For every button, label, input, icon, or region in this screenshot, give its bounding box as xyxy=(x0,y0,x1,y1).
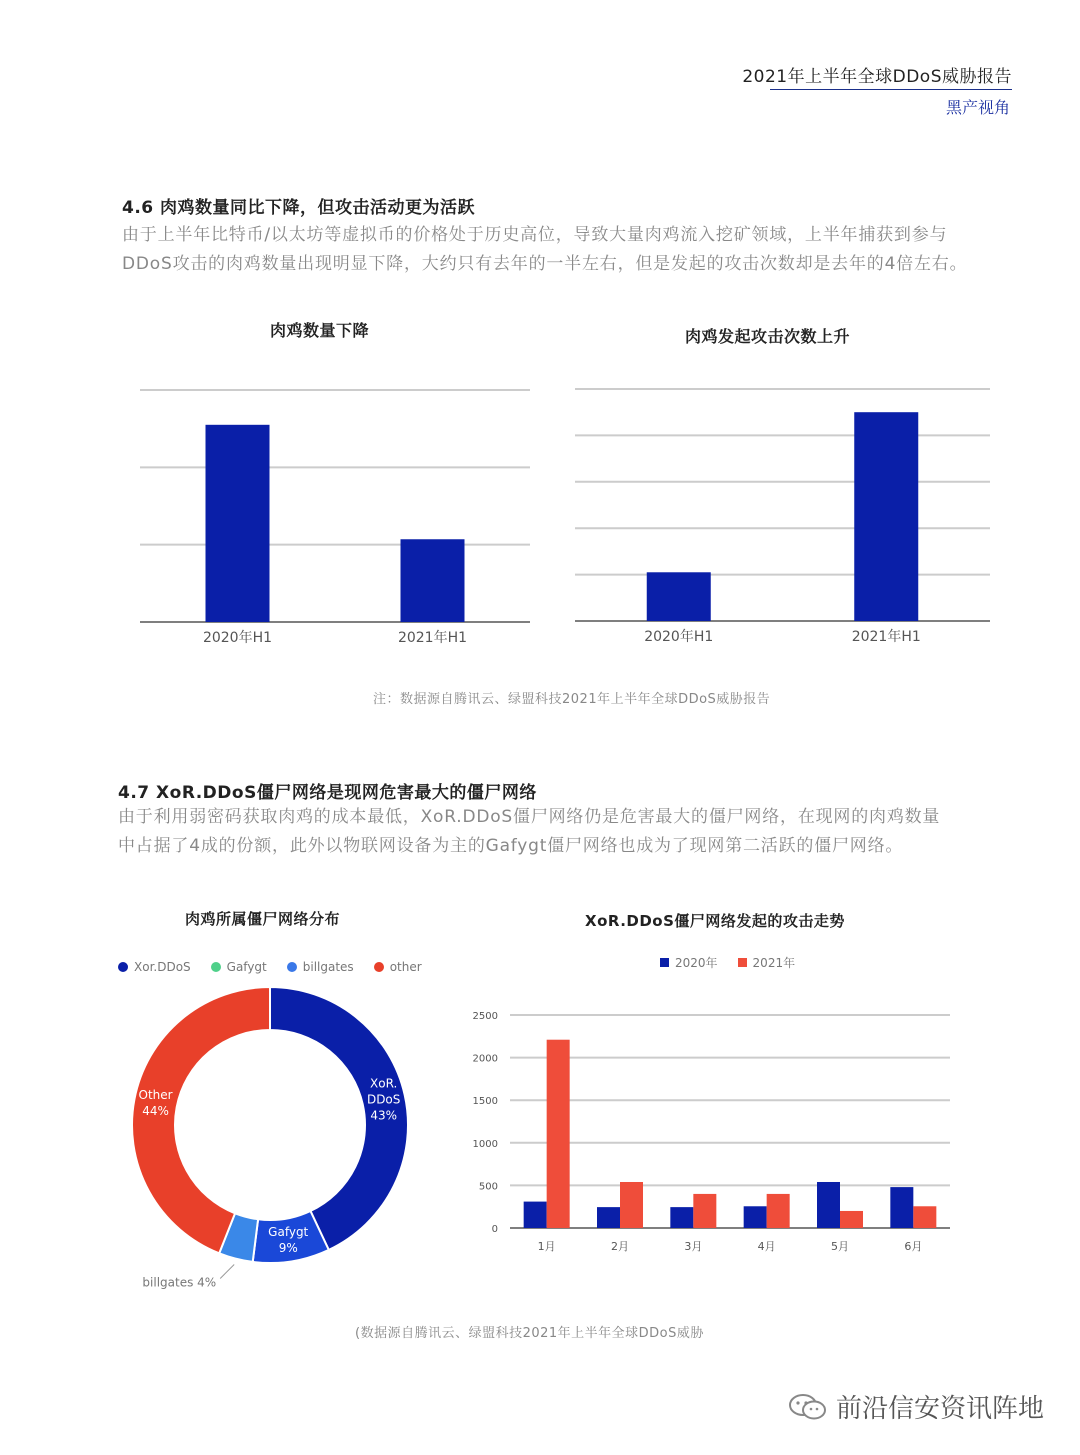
y-tick-label: 2500 xyxy=(472,1011,498,1022)
x-tick-label: 2021年H1 xyxy=(851,629,921,645)
report-title: 2021年上半年全球DDoS威胁报告 xyxy=(742,67,1012,87)
legend-item xyxy=(374,960,422,974)
bar xyxy=(206,425,270,622)
wechat-watermark xyxy=(788,1388,1044,1425)
section-4-6-paragraph xyxy=(122,221,1002,279)
chart3-title: 肉鸡所属僵尸网络分布 xyxy=(185,910,341,928)
y-tick-label: 2000 xyxy=(472,1053,498,1065)
bar xyxy=(524,1202,547,1228)
legend-swatch xyxy=(660,958,669,967)
chart2-attack-count xyxy=(565,370,1000,665)
report-subtitle: 黑产视角 xyxy=(945,98,1010,117)
legend-item xyxy=(287,960,354,974)
bar xyxy=(767,1194,790,1228)
y-tick-label: 1000 xyxy=(472,1138,498,1150)
y-tick-label: 500 xyxy=(478,1181,498,1193)
legend-item xyxy=(738,954,796,971)
y-tick-label: 1500 xyxy=(472,1096,498,1108)
section-4-7-title: 4.7 XoR.DDoS僵尸网络是现网危害最大的僵尸网络 xyxy=(118,783,537,803)
y-tick-label: 0 xyxy=(491,1224,498,1235)
header-divider xyxy=(770,89,1012,90)
legend-swatch xyxy=(738,958,747,967)
chart2-title: 肉鸡发起攻击次数上升 xyxy=(685,327,851,346)
section-4-7-paragraph xyxy=(118,803,998,861)
x-tick-label: 6月 xyxy=(904,1240,923,1253)
legend-label: 2021年 xyxy=(752,956,796,970)
x-tick-label: 4月 xyxy=(757,1240,776,1253)
bar xyxy=(401,539,465,622)
chart3-legend xyxy=(118,960,442,974)
legend-label: 2020年 xyxy=(675,956,718,970)
bar xyxy=(693,1194,716,1228)
slice-label: Other 44% xyxy=(138,1088,173,1119)
legend-swatch xyxy=(211,962,221,972)
section-4-6-title: 4.6 肉鸡数量同比下降，但攻击活动更为活跃 xyxy=(122,198,476,218)
bar xyxy=(744,1206,767,1228)
legend-label: billgates xyxy=(302,960,354,974)
donut-slice xyxy=(132,987,270,1253)
bar xyxy=(854,412,918,621)
legend-swatch xyxy=(118,962,128,972)
paragraph-line: 由于上半年比特币/以太坊等虚拟币的价格处于历史高位，导致大量肉鸡流入挖矿领域，上半年捕获到参与 xyxy=(122,225,948,245)
paragraph-line: 由于利用弱密码获取肉鸡的成本最低，XoR.DDoS僵尸网络仍是危害最大的僵尸网络，在现网的肉鸡数量 xyxy=(118,807,941,827)
paragraph-line: 中占据了4成的份额，此外以物联网设备为主的Gafygt僵尸网络也成为了现网第二活跃的僵尸网络。 xyxy=(118,836,904,856)
bar xyxy=(840,1211,863,1228)
watermark-text: 前沿信安资讯阵地 xyxy=(835,1394,1044,1424)
slice-label: Gafygt 9% xyxy=(268,1225,309,1256)
legend-label: Gafygt xyxy=(226,960,267,974)
bar xyxy=(547,1040,570,1228)
chart3-donut xyxy=(110,980,430,1290)
x-tick-label: 1月 xyxy=(537,1240,556,1253)
legend-label: Xor.DDoS xyxy=(134,960,191,974)
legend-item xyxy=(660,954,718,971)
slice-label: XoR. DDoS 43% xyxy=(366,1076,401,1123)
x-tick-label: 2月 xyxy=(611,1240,629,1253)
x-tick-label: 5月 xyxy=(831,1240,849,1253)
leader-line xyxy=(220,1264,234,1278)
wechat-icon xyxy=(788,1392,828,1422)
x-tick-label: 2021年H1 xyxy=(397,630,468,646)
bar xyxy=(817,1182,840,1228)
x-tick-label: 2020年H1 xyxy=(202,630,273,646)
bar xyxy=(670,1207,693,1228)
legend-swatch xyxy=(287,962,297,972)
x-tick-label: 3月 xyxy=(684,1240,703,1253)
bar xyxy=(597,1207,620,1228)
bar xyxy=(890,1187,913,1228)
chart4-title: XoR.DDoS僵尸网络发起的攻击走势 xyxy=(585,912,845,930)
chart4-monthly-trend xyxy=(465,1000,960,1265)
legend-item xyxy=(118,960,191,974)
chart1-title: 肉鸡数量下降 xyxy=(270,321,370,340)
legend-swatch xyxy=(374,962,384,972)
x-tick-label: 2020年H1 xyxy=(644,629,714,645)
slice-label: billgates 4% xyxy=(142,1275,217,1290)
legend-item xyxy=(211,960,267,974)
chart4-legend xyxy=(660,954,815,971)
legend-label: other xyxy=(389,960,422,974)
bar xyxy=(647,572,711,621)
bar xyxy=(620,1182,643,1228)
section-4-6-note: 注：数据源自腾讯云、绿盟科技2021年上半年全球DDoS威胁报告 xyxy=(373,692,771,707)
paragraph-line: DDoS攻击的肉鸡数量出现明显下降，大约只有去年的一半左右，但是发起的攻击次数却是去年的4倍左右。 xyxy=(122,254,968,274)
chart1-bot-count xyxy=(130,370,540,660)
bar xyxy=(913,1206,936,1228)
section-4-7-note: (数据源自腾讯云、绿盟科技2021年上半年全球DDoS威胁 xyxy=(355,1326,704,1341)
